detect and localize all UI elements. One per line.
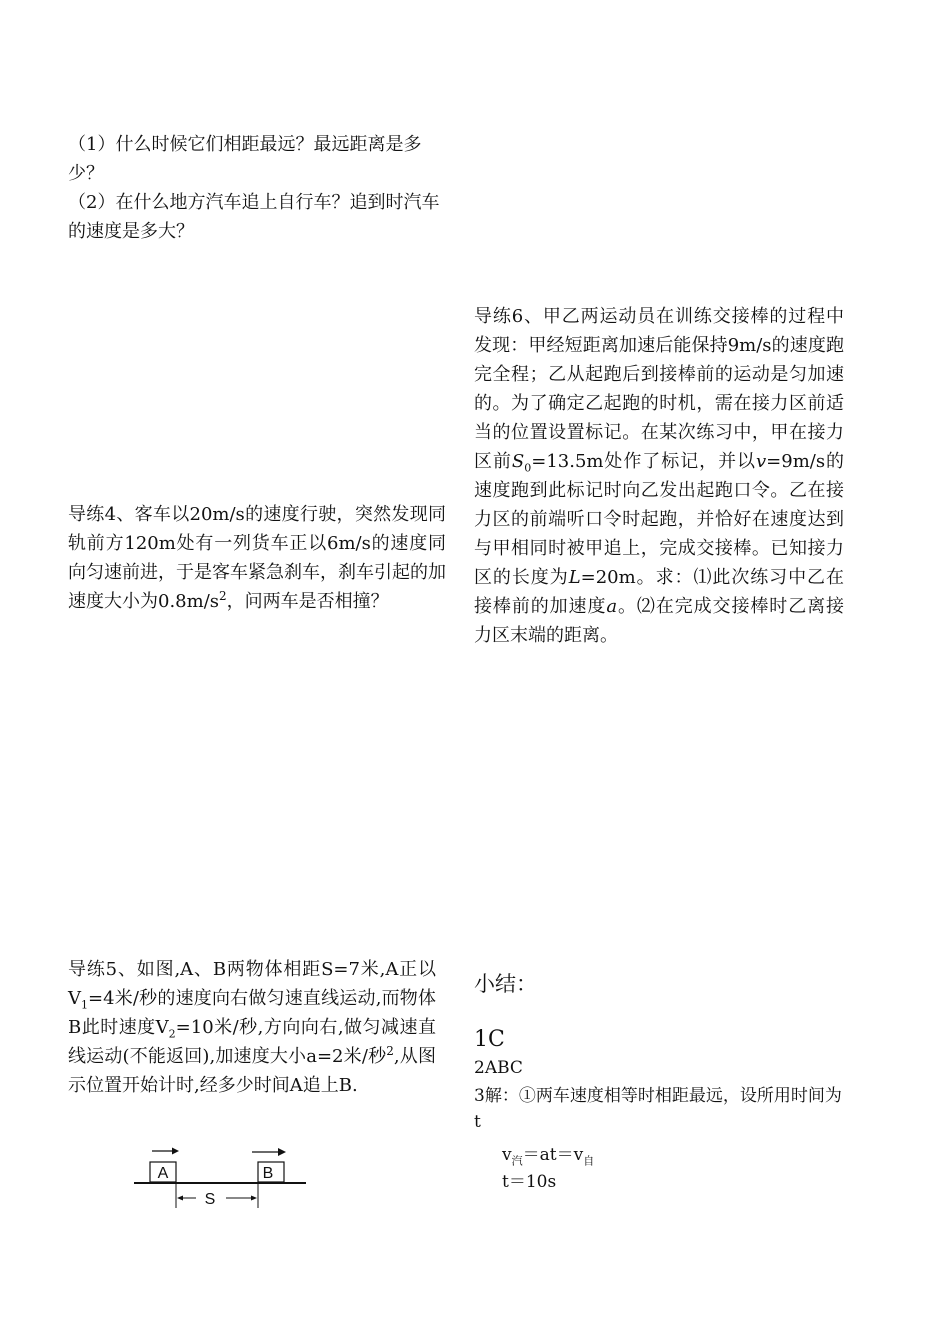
answer-2: 2ABC [474, 1058, 523, 1078]
q5-sup-3: 2 [386, 1044, 394, 1058]
label-s: S [204, 1191, 216, 1208]
q5-sub-1: 1 [81, 998, 88, 1012]
distance-arrow-right [226, 1196, 257, 1201]
q5-text-1: 导练5、如图,A、B两物体相距S=7米,A正以V [68, 959, 436, 1009]
q3-part-2: （2）在什么地方汽车追上自行车？追到时汽车的速度是多大？ [68, 192, 440, 242]
q6-text-4: =20m。求：⑴此次练习中乙在接棒前的加速度 [474, 567, 844, 617]
summary-title: 小结： [474, 972, 537, 996]
distance-arrow-left [177, 1196, 196, 1201]
q5-text-2: =4米/秒的速度向右做匀速直线运动,而物体B此时速度V [68, 988, 436, 1038]
eq1-v: v [502, 1145, 512, 1165]
q6-var-v: v [755, 451, 767, 472]
q4-text-tail: ，问两车是否相撞？ [226, 591, 389, 612]
label-a: A [157, 1165, 169, 1182]
label-b: B [262, 1165, 274, 1182]
q6-text-3: =9m/s的速度跑到此标记时向乙发出起跑口令。乙在接力区的前端听口令时起跑，并恰好在速度达到与甲相同时被甲追上，完成交接棒。已知接力区的长度为 [474, 451, 845, 588]
answer-1: 1C [474, 1027, 505, 1052]
q4-superscript: 2 [219, 589, 227, 603]
q5-sub-2: 2 [168, 1027, 176, 1041]
eq1-sub-car: 汽 [511, 1154, 523, 1168]
answer-3-equation-1 [502, 1142, 594, 1168]
q6-text-2: =13.5m处作了标记，并以 [531, 451, 756, 472]
question-4 [68, 500, 446, 616]
question-6 [474, 302, 844, 650]
velocity-arrow-b [252, 1148, 286, 1156]
eq1-sub-bike: 自 [583, 1154, 595, 1168]
velocity-arrow-a [152, 1148, 179, 1155]
answer-3-equation-2: t＝10s [502, 1172, 557, 1192]
question-5 [68, 955, 436, 1100]
q6-var-l: L [568, 567, 581, 588]
motion-diagram [128, 1146, 318, 1216]
q6-sub-0: 0 [524, 461, 532, 475]
eq1-mid: ＝at＝v [522, 1145, 584, 1165]
q5-text-3: =10米/秒,方向向右,做匀减速直线运动(不能返回),加速度大小a=2米/秒 [68, 1017, 436, 1067]
answer-3: 3解：①两车速度相等时相距最远，设所用时间为t [474, 1086, 842, 1132]
q6-text-1: 导练6、甲乙两运动员在训练交接棒的过程中发现：甲经短距离加速后能保持9m/s的速度跑完全程；乙从起跑后到接棒前的运动是匀加速的。为了确定乙起跑的时机，需在接力区前适当的位置设置标记。在某次练习中，甲在接力区前 [474, 306, 844, 472]
q6-var-s: S [511, 451, 525, 472]
q6-text-5: 。⑵在完成交接棒时乙离接力区末端的距离。 [474, 596, 845, 646]
q4-text: 导练4、客车以20m/s的速度行驶，突然发现同轨前方120m处有一列货车正以6m/s的速度同向匀速前进，于是客车紧急刹车，刹车引起的加速度大小为0.8m/s [68, 504, 446, 612]
q6-var-a: a [606, 596, 618, 617]
q3-parts [68, 130, 440, 246]
q5-text-4: ,从图示位置开始计时,经多少时间A追上B. [68, 1046, 436, 1096]
q3-part-1: （1）什么时候它们相距最远？最远距离是多少？ [68, 134, 422, 184]
